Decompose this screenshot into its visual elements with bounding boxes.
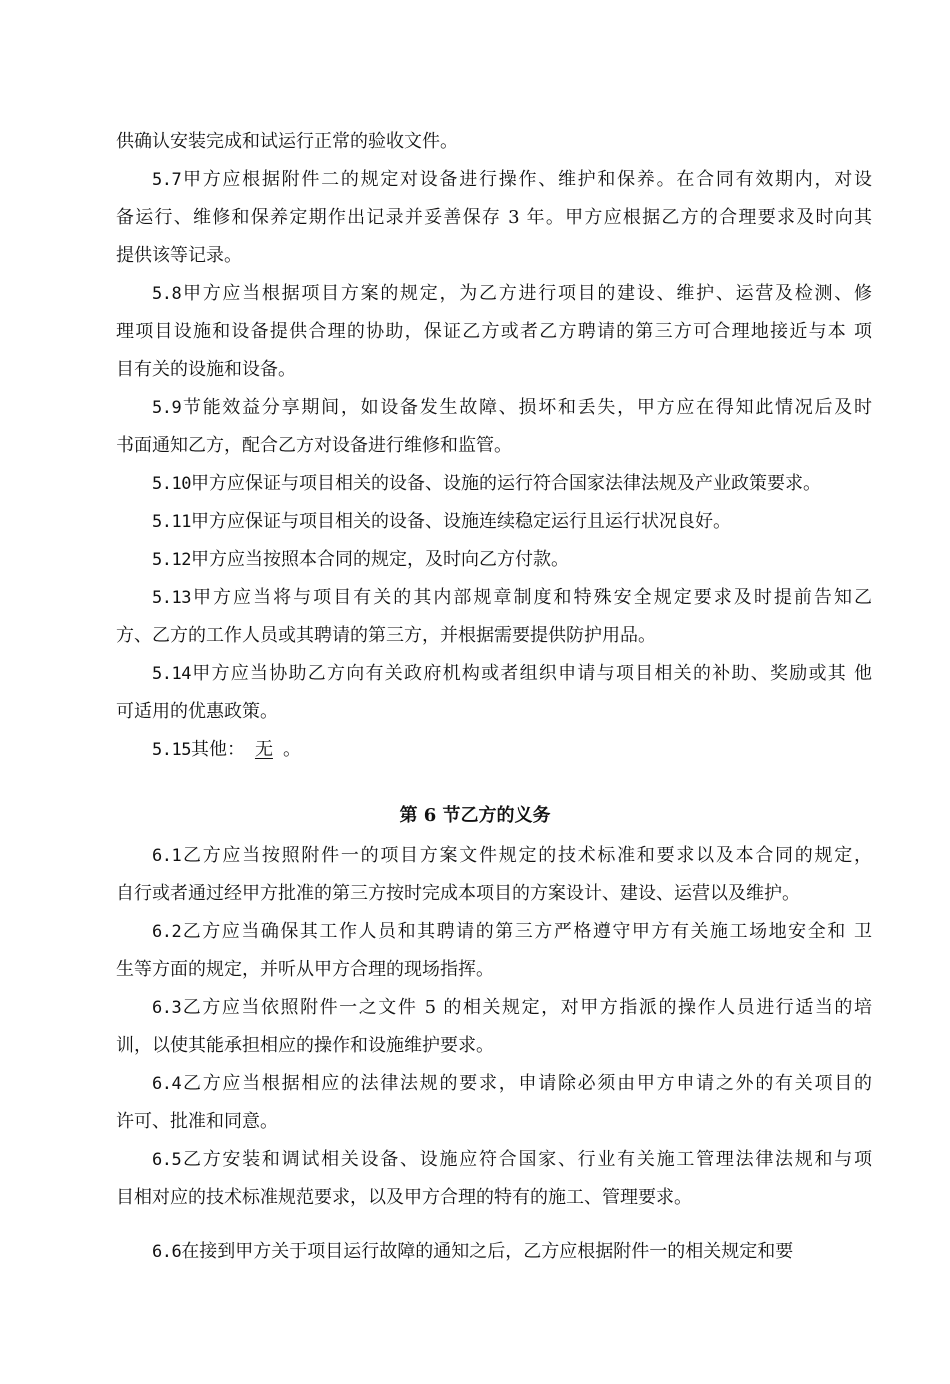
section-6-heading: 第 6 节乙方的义务 [399,805,551,826]
line-text: 训，以使其能承担相应的操作和设施维护要求。 [116,1035,494,1056]
clause-number: 5.13 [152,588,191,608]
clause-5-8-line-1 [152,282,872,306]
line-text: 甲方应当协助乙方向有关政府机构或者组织申请与项目相关的补助、奖励或其 他 [190,663,872,684]
clause-number: 6.1 [152,846,182,866]
line-text: 乙方应当按照附件一的项目方案文件规定的技术标准和要求以及本合同的规定， [181,845,872,866]
clause-5-13-line-1 [152,586,872,610]
other-label: 其他： [190,739,245,760]
line-text: 乙方安装和调试相关设备、设施应符合国家、行业有关施工管理法律法规和与项 [181,1149,872,1170]
clause-5-7-line-2 [116,206,872,230]
line-end: 。 [282,739,301,760]
line-text: 理项目设施和设备提供合理的协助，保证乙方或者乙方聘请的第三方可合理地接近与本 项 [116,321,872,342]
clause-6-5-line-1 [152,1148,872,1172]
line-text: 生等方面的规定，并听从甲方合理的现场指挥。 [116,959,494,980]
clause-6-2-line-1 [152,920,872,944]
line-text: 自行或者通过经甲方批准的第三方按时完成本项目的方案设计、建设、运营以及维护。 [116,883,800,904]
clause-5-13-line-2 [116,624,872,648]
clause-number: 6.4 [152,1074,182,1094]
clause-6-1-line-2 [116,882,872,906]
clause-5-11 [152,510,872,534]
clause-6-4-line-1 [152,1072,872,1096]
line-text: 备运行、维修和保养定期作出记录并妥善保存 3 年。甲方应根据乙方的合理要求及时向其 [116,207,872,228]
clause-5-8-line-3 [116,358,872,382]
clause-number: 5.11 [152,512,191,532]
clause-number: 6.2 [152,922,182,942]
line-text: 甲方应当按照本合同的规定，及时向乙方付款。 [190,549,569,570]
line-text: 提供该等记录。 [116,245,242,266]
clause-5-9-line-2 [116,434,872,458]
clause-5-9-line-1 [152,396,872,420]
clause-6-3-line-2 [116,1034,872,1058]
clause-5-12 [152,548,872,572]
clause-number: 6.6 [152,1242,182,1262]
clause-number: 5.14 [152,664,191,684]
other-value: 无 [254,739,273,760]
line-text: 乙方应当确保其工作人员和其聘请的第三方严格遵守甲方有关施工场地安全和 卫 [181,921,872,942]
line-text: 目有关的设施和设备。 [116,359,296,380]
clause-6-2-line-2 [116,958,872,982]
clause-number: 6.5 [152,1150,182,1170]
line-text: 甲方应保证与项目相关的设备、设施的运行符合国家法律法规及产业政策要求。 [190,473,821,494]
clause-number: 5.10 [152,474,191,494]
line-text: 可适用的优惠政策。 [116,701,278,722]
line-text: 许可、批准和同意。 [116,1111,278,1132]
line-text: 书面通知乙方，配合乙方对设备进行维修和监管。 [116,435,512,456]
clause-6-3-line-1 [152,996,872,1020]
clause-5-7-line-1 [152,168,872,192]
paragraph-line [116,130,872,154]
clause-5-14-line-1 [152,662,872,686]
line-text: 目相对应的技术标准规范要求，以及甲方合理的特有的施工、管理要求。 [116,1187,692,1208]
clause-number: 5.7 [152,170,182,190]
line-text: 供确认安装完成和试运行正常的验收文件。 [116,131,458,152]
clause-5-14-line-2 [116,700,872,724]
clause-6-4-line-2 [116,1110,872,1134]
clause-6-1-line-1 [152,844,872,868]
line-text: 甲方应当将与项目有关的其内部规章制度和特殊安全规定要求及时提前告知乙 [190,587,872,608]
line-text: 甲方应根据附件二的规定对设备进行操作、维护和保养。在合同有效期内，对设 [181,169,872,190]
clause-5-8-line-2 [116,320,872,344]
line-text: 节能效益分享期间，如设备发生故障、损坏和丢失，甲方应在得知此情况后及时 [181,397,872,418]
clause-number: 5.9 [152,398,182,418]
clause-6-6-line-1 [152,1240,872,1264]
clause-5-10 [152,472,872,496]
line-text: 在接到甲方关于项目运行故障的通知之后，乙方应根据附件一的相关规定和要 [181,1241,794,1262]
clause-number: 5.8 [152,284,182,304]
clause-number: 5.12 [152,550,191,570]
clause-number: 5.15 [152,740,191,760]
line-text: 甲方应保证与项目相关的设备、设施连续稳定运行且运行状况良好。 [190,511,731,532]
line-text: 甲方应当根据项目方案的规定，为乙方进行项目的建设、维护、运营及检测、修 [181,283,872,304]
line-text: 乙方应当根据相应的法律法规的要求，申请除必须由甲方申请之外的有关项目的 [181,1073,872,1094]
line-text: 方、乙方的工作人员或其聘请的第三方，并根据需要提供防护用品。 [116,625,656,646]
line-text: 乙方应当依照附件一之文件 5 的相关规定，对甲方指派的操作人员进行适当的培 [181,997,872,1018]
clause-6-5-line-2 [116,1186,872,1210]
clause-number: 6.3 [152,998,182,1018]
clause-5-15 [152,738,872,762]
clause-5-7-line-3 [116,244,872,268]
